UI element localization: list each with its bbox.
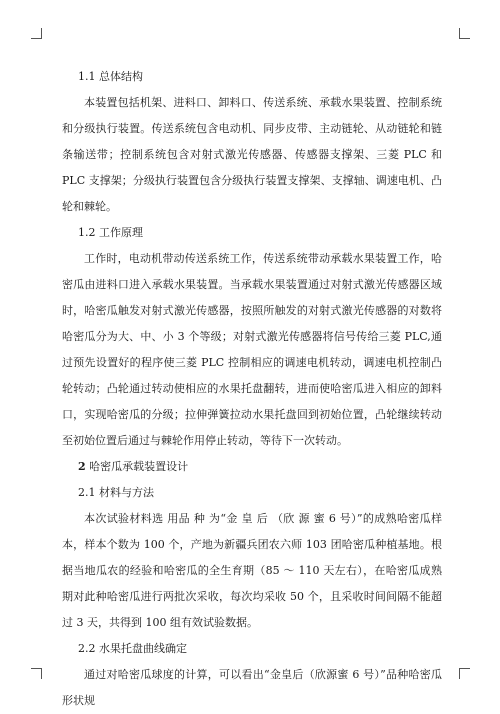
document-body [62, 64, 442, 714]
paragraph-working-principle: 工作时，电动机带动传送系统工作，传送系统带动承载水果装置工作，哈密瓜由进料口进入承载水果装置。当承载水果装置通过对射式激光传感器区域时，哈密瓜触发对射式激光传感器，按照所触发的对射式激光传感器的对数将哈密瓜分为大、中、小 3 个等级；对射式激光传感器将信号传给三菱 PLC,通过预先设置好的程序使三菱 PLC 控制相应的调速电机转动，调速电机控制凸轮转动；凸轮通过转动使相应的水果托盘翻转，进而使哈密瓜进入相应的卸料口，实现哈密瓜的分级；拉伸弹簧拉动水果托盘回到初始位置，凸轮继续转动至初始位置后通过与棘轮作用停止转动，等待下一次转动。 [62, 252, 442, 447]
section-heading-2-2: 2.2 水果托盘曲线确定 [78, 642, 187, 655]
crop-mark-bottom-right [459, 668, 470, 679]
section-heading-1-2: 1.2 工作原理 [78, 226, 143, 239]
section-heading-2-1: 2.1 材料与方法 [78, 486, 154, 499]
crop-mark-top-right [459, 28, 470, 39]
section-title: 哈密瓜承载装置设计 [85, 460, 189, 473]
crop-mark-top-left [31, 28, 42, 39]
crop-mark-bottom-left [31, 668, 42, 679]
paragraph-overall-structure: 本装置包括机架、进料口、卸料口、传送系统、承载水果装置、控制系统和分级执行装置。传送系统包含电动机、同步皮带、主动链轮、从动链轮和链条输送带；控制系统包含对射式激光传感器、传感器支撑架、三菱 PLC 和 PLC 支撑架；分级执行装置包含分级执行装置支撑架、支撑轴、调速电机、凸轮和棘轮。 [62, 96, 442, 213]
section-number: 2 [78, 460, 86, 473]
paragraph-tray-curve: 通过对哈密瓜球度的计算，可以看出“金皇后（欣源蜜 6 号）”品种哈密瓜形状规 [62, 668, 442, 707]
paragraph-materials-methods: 本次试验材料选 用品 种 为“金 皇 后 （欣 源 蜜 6 号）”的成熟哈密瓜样本，样本个数为 100 个，产地为新疆兵团农六师 103 团哈密瓜种植基地。根据当地瓜农的经验和哈密瓜的全生育期（85 ～ 110 天左右），在哈密瓜成熟期对此种哈密瓜进行两批次采收，每次均采收 50 个，且采收时间间隔不能超过 3 天，共得到 100 组有效试验数据。 [62, 512, 442, 629]
section-heading-2 [78, 454, 442, 480]
section-heading-1-1: 1.1 总体结构 [78, 70, 143, 83]
